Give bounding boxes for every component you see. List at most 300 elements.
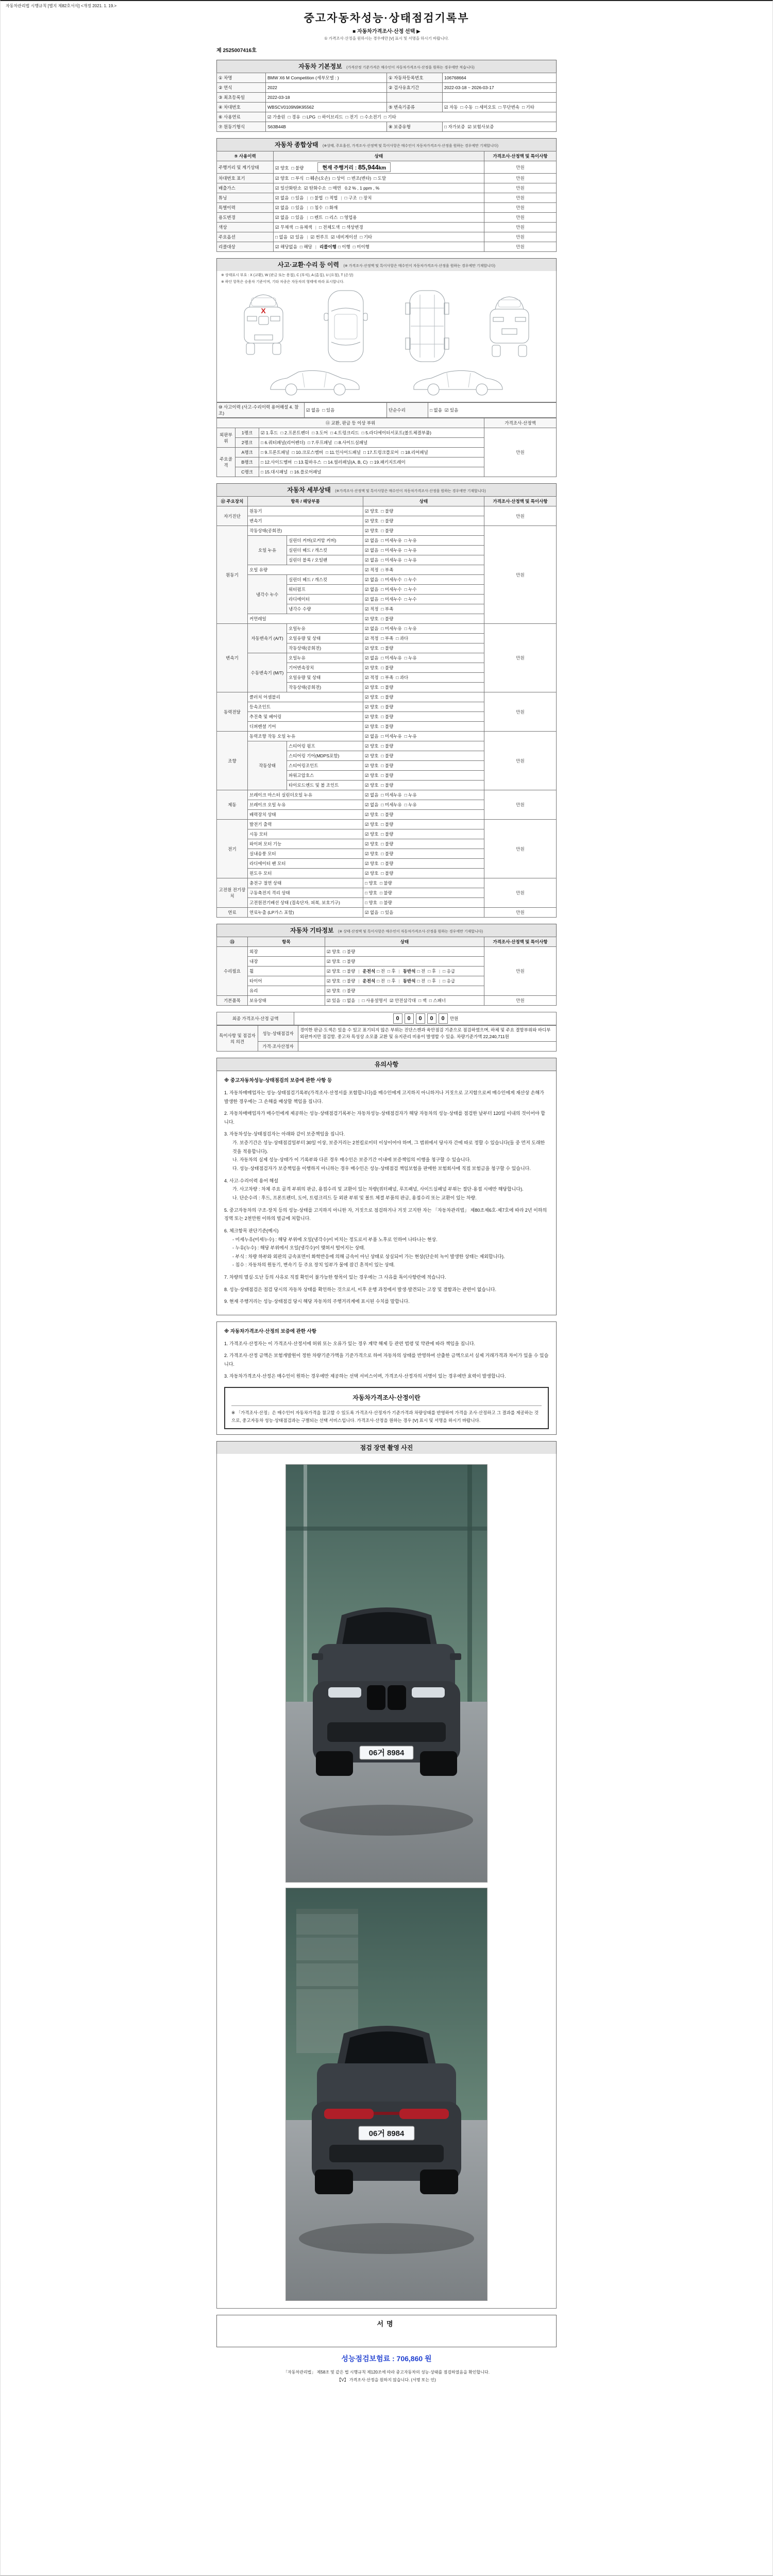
- checkbox-option[interactable]: □ 과다: [396, 635, 409, 641]
- panel-rank-table: [216, 418, 557, 477]
- notice-item-text: 4. 사고·수리이력 용어 해설: [224, 1178, 278, 1183]
- segment-divider: |: [398, 968, 400, 974]
- checkbox-option[interactable]: □ 불량: [381, 694, 394, 700]
- checkbox-option[interactable]: ☑ 1.후드: [261, 430, 278, 435]
- checkbox-option[interactable]: ☑ 없음: [365, 802, 379, 807]
- usage-history-label: 용도변경: [217, 213, 274, 223]
- item-label: 실린더 헤드 / 개스킷: [287, 546, 363, 555]
- checkbox-option[interactable]: ☑ 있음: [327, 997, 341, 1003]
- overall-condition-table: [216, 151, 557, 252]
- checkbox-option[interactable]: □ 변조(변타): [347, 175, 372, 181]
- panel-group-label: 외판부위: [217, 428, 236, 448]
- checkbox-option[interactable]: ☑ 양호: [365, 723, 379, 729]
- checkbox-option[interactable]: □ 누유: [404, 802, 417, 807]
- checkbox-option[interactable]: □ 미세누유: [381, 802, 402, 807]
- usage-history-label: 색상: [217, 223, 274, 232]
- checkbox-option[interactable]: ☑ 양호: [275, 165, 289, 171]
- checkbox-option[interactable]: □ 불량: [381, 762, 394, 768]
- checkbox-option[interactable]: □ 3.도어: [312, 430, 328, 435]
- checkbox-option[interactable]: □ 12.사이드멤버: [261, 459, 292, 465]
- checkbox-option[interactable]: □ 불량: [381, 811, 394, 817]
- checkbox-option[interactable]: □ 불량: [343, 978, 356, 984]
- checkbox-option[interactable]: ☑ 적정: [365, 635, 379, 641]
- segment-divider: |: [307, 214, 308, 220]
- checkbox-option[interactable]: □ 매연: [328, 185, 341, 191]
- amount-digit-box: 0: [416, 1013, 425, 1024]
- segment-divider: |: [358, 968, 360, 974]
- device-row: [217, 526, 557, 536]
- checkbox-option[interactable]: □ 9.프론트패널: [261, 449, 290, 455]
- checkbox-option[interactable]: □ 응급: [443, 968, 456, 974]
- usage-history-label: 주행거리 및 계기상태: [217, 161, 274, 174]
- state-cell: [363, 751, 484, 761]
- checkbox-option[interactable]: □ 사용설명서: [362, 997, 388, 1003]
- checkbox-option[interactable]: □ 불량: [381, 841, 394, 846]
- checkbox-option[interactable]: □ 7.루프패널: [307, 439, 332, 445]
- checkbox-option[interactable]: □ 후: [387, 978, 396, 984]
- checkbox-option[interactable]: □ 전: [377, 968, 385, 974]
- item-label: 외장: [248, 947, 325, 957]
- checkbox-option[interactable]: □ 이행: [338, 244, 350, 249]
- checkbox-option[interactable]: □ 불량: [381, 508, 394, 514]
- subgroup-label: 오일 누유: [248, 536, 287, 565]
- checkbox-option[interactable]: □ 불량: [381, 665, 394, 670]
- panel-rank-row: [217, 428, 557, 438]
- checkbox-option[interactable]: □ 불량: [381, 831, 394, 837]
- section-pricing-notice: [216, 1321, 557, 1435]
- checkbox-option[interactable]: □ 2.프론트펜더: [280, 430, 310, 435]
- basic-info-row: [217, 73, 557, 83]
- checkbox-option[interactable]: □ 양호: [365, 900, 377, 905]
- checkbox-option[interactable]: □ 불량: [381, 753, 394, 758]
- notice-item: [224, 1206, 549, 1223]
- device-label: 조향: [217, 732, 248, 790]
- checkbox-option[interactable]: ☑ 양호: [365, 714, 379, 719]
- subgroup-label: 자동변속기 (A/T): [248, 624, 287, 653]
- checkbox-option[interactable]: □ 수동: [460, 104, 473, 110]
- checkbox-option[interactable]: ☑ 없음: [365, 909, 379, 915]
- checkbox-option[interactable]: □ 전체도색: [318, 224, 340, 230]
- checkbox-option[interactable]: ☑ 있음: [444, 407, 459, 413]
- checkbox-option[interactable]: ☑ 양호: [365, 665, 379, 670]
- checkbox-option[interactable]: □ 전: [417, 968, 426, 974]
- checkbox-option[interactable]: ☑ 양호: [327, 968, 341, 974]
- checkbox-option[interactable]: □ 18.리어패널: [401, 449, 428, 455]
- checkbox-option[interactable]: □ 13.휠하우스: [294, 459, 322, 465]
- fee-label: 성능점검보험료 :: [341, 2354, 395, 2363]
- item-label: 파워고압호스: [287, 771, 363, 781]
- checkbox-option[interactable]: ☑ 양호: [365, 841, 379, 846]
- pricing-items: [224, 1340, 549, 1381]
- checkbox-option[interactable]: □ 하이브리드: [318, 114, 343, 120]
- checkbox-option[interactable]: □ 불량: [381, 851, 394, 856]
- checkbox-option[interactable]: ☑ 없음: [365, 547, 379, 553]
- checkbox-option[interactable]: ☑ 양호: [327, 988, 341, 993]
- checkbox-option[interactable]: □ 불량: [381, 518, 394, 523]
- field-label: [387, 93, 443, 103]
- checkbox-option[interactable]: □ 없음: [343, 997, 356, 1003]
- checkbox-option[interactable]: □ 불법: [310, 195, 323, 200]
- price-survey-select-label[interactable]: ■ 자동차가격조사·산정 선택 ▶: [352, 29, 421, 35]
- checkbox-option[interactable]: □ 화재: [325, 205, 338, 210]
- checkbox-option[interactable]: □ 불량: [379, 890, 392, 895]
- checkbox-option[interactable]: ☑ 양호: [365, 860, 379, 866]
- notice-item: [224, 1227, 549, 1269]
- checkbox-option[interactable]: ☑ 적정: [365, 567, 379, 572]
- checkbox-option[interactable]: ☑ 가솔린: [267, 114, 285, 120]
- state-cell: [325, 976, 484, 986]
- checkbox-option[interactable]: □ 전: [417, 978, 426, 984]
- checkbox-option[interactable]: □ 해당: [299, 244, 312, 249]
- checkbox-option[interactable]: □ 과다: [396, 674, 409, 680]
- item-label: 충전구 절연 상태: [248, 878, 363, 888]
- section-title-detail: 자동차 세부상태: [287, 486, 331, 494]
- signature-box[interactable]: [216, 2315, 557, 2347]
- checkbox-option[interactable]: □ 17.트렁크플로어: [363, 449, 399, 455]
- checkbox-option[interactable]: □ 불량: [381, 645, 394, 651]
- checkbox-option[interactable]: □ 상이: [332, 175, 345, 181]
- checkbox-option[interactable]: ☑ 안전삼각대: [390, 997, 416, 1003]
- checkbox-option[interactable]: ☑ 양호: [365, 743, 379, 749]
- checkbox-option[interactable]: □ 불량: [291, 165, 304, 171]
- checkbox-option[interactable]: □ 없음: [275, 234, 288, 240]
- checkbox-option[interactable]: ☑ 없음: [365, 577, 379, 582]
- section-title-photos: 점검 장면 촬영 사진: [360, 1444, 413, 1452]
- checkbox-option[interactable]: □ 불량: [343, 958, 356, 964]
- checkbox-option[interactable]: ☑ 네비게이션: [331, 234, 358, 240]
- checkbox-option[interactable]: □ 15.대시패널: [261, 469, 288, 474]
- checkbox-option[interactable]: ☑ 없음: [365, 625, 379, 631]
- checkbox-option[interactable]: ☑ 없음: [275, 214, 289, 220]
- notice-item-text: 1. 자동차매매업자는 성능·상태점검기록부(가격조사·산정서를 포함합니다)를 매수인에게 고지하지 아니하거나 거짓으로 고지함으로써 매수인에게 재산상 손해가 발생한 경우에는 그 손해를 배상할 책임을 집니다.: [224, 1090, 544, 1104]
- checkbox-option[interactable]: ☑ 양호: [365, 821, 379, 827]
- checkbox-option[interactable]: □ 누유: [404, 547, 417, 553]
- column-header-price: 가격조사·산정액 및 특이사항: [484, 151, 557, 161]
- checkbox-option[interactable]: □ 리스: [325, 214, 338, 220]
- checkbox-option[interactable]: □ 미세누유: [381, 537, 402, 543]
- state-cell: [363, 683, 484, 692]
- document-number: [216, 46, 557, 54]
- checkbox-option[interactable]: □ 있음: [381, 909, 394, 915]
- checkbox-option[interactable]: □ 양호: [365, 890, 377, 895]
- checkbox-option[interactable]: □ 후: [428, 968, 436, 974]
- state-cell: [363, 859, 484, 869]
- state-cell: [363, 643, 484, 653]
- checkbox-option[interactable]: ☑ 없음: [306, 407, 320, 413]
- item-label: 작동상태(공회전): [248, 526, 363, 536]
- checkbox-option[interactable]: □ 기타: [522, 104, 534, 110]
- checkbox-option[interactable]: ☑ 양호: [365, 782, 379, 788]
- checkbox-option[interactable]: □ 불량: [381, 684, 394, 690]
- checkbox-option[interactable]: □ 불량: [381, 743, 394, 749]
- checkbox-option[interactable]: □ 기타: [383, 114, 396, 120]
- checkbox-option[interactable]: □ 미세누유: [381, 655, 402, 660]
- checkbox-option[interactable]: □ 불량: [381, 782, 394, 788]
- checkbox-option[interactable]: ☑ 양호: [365, 518, 379, 523]
- section-title-notice: 유의사항: [374, 1061, 399, 1069]
- subgroup-label: 작동상태: [248, 741, 287, 790]
- field-label: ② 검사유효기간: [387, 83, 443, 93]
- checkbox-option[interactable]: □ 있음: [322, 407, 335, 413]
- inspection-insurance-fee: [216, 2353, 557, 2364]
- checkbox-option[interactable]: □ 부족: [381, 635, 394, 641]
- checkbox-option[interactable]: ☑ 없음: [365, 596, 379, 602]
- checkbox-option[interactable]: □ 기타: [360, 234, 373, 240]
- rank-label: C랭크: [236, 467, 259, 477]
- legal-footer: [216, 2369, 557, 2389]
- checkbox-option[interactable]: ☑ 양호: [327, 948, 341, 954]
- checkbox-option[interactable]: □ 불량: [381, 821, 394, 827]
- checkbox-option[interactable]: ☑ 양호: [365, 762, 379, 768]
- checkbox-option[interactable]: ☑ 없음: [365, 733, 379, 739]
- notice-item-text: 5. 중고자동차의 구조·장치 등의 성능·상태를 고지하지 아니한 자, 거짓으로 점검하거나 거짓 고지한 자는 「자동차관리법」 제80조제6호·제7호에 따라 2년 이하의 징역 또는 2천만원 이하의 벌금에 처합니다.: [224, 1207, 547, 1222]
- photos-container: [216, 1454, 557, 2309]
- checkbox-option[interactable]: ☑ 없음: [275, 195, 289, 200]
- checkbox-option[interactable]: □ 미세누유: [381, 625, 402, 631]
- checkbox-option[interactable]: ☑ 있음: [290, 234, 304, 240]
- checkbox-option[interactable]: □ 부족: [381, 567, 394, 572]
- checkbox-option[interactable]: □ 불량: [381, 723, 394, 729]
- usage-history-row: [217, 213, 557, 223]
- checkbox-option[interactable]: □ 전기: [345, 114, 358, 120]
- device-row: [217, 820, 557, 829]
- checkbox-option[interactable]: □ 불량: [379, 880, 392, 886]
- price-cell: 만원: [484, 232, 557, 242]
- checkbox-option[interactable]: □ 불량: [379, 900, 392, 905]
- item-label: 실린더 헤드 / 개스킷: [287, 575, 363, 585]
- damage-mark-hood: X: [261, 307, 266, 315]
- usage-history-row: [217, 183, 557, 193]
- checkbox-option[interactable]: □ 미세누유: [381, 733, 402, 739]
- checkbox-option[interactable]: ☑ 양호: [365, 811, 379, 817]
- checkbox-option[interactable]: □ 무단변속: [498, 104, 520, 110]
- checkbox-option[interactable]: □ 11.인사이드패널: [326, 449, 361, 455]
- checkbox-option[interactable]: □ 5.라디에이터서포트(볼트체결부품): [361, 430, 431, 435]
- checkbox-option[interactable]: □ 경유: [288, 114, 300, 120]
- checkbox-option[interactable]: ☑ 무채색: [275, 224, 293, 230]
- checkbox-option[interactable]: ☑ 자동: [444, 104, 458, 110]
- checkbox-option[interactable]: □ 누유: [404, 733, 417, 739]
- device-label: 변속기: [217, 624, 248, 692]
- checkbox-option[interactable]: □ 세미오토: [475, 104, 496, 110]
- checkbox-option[interactable]: □ 불량: [381, 616, 394, 621]
- checkbox-option[interactable]: ☑ 양호: [365, 694, 379, 700]
- checkbox-option[interactable]: ☑ 양호: [365, 870, 379, 876]
- checkbox-option[interactable]: ☑ 양호: [365, 831, 379, 837]
- checkbox-option[interactable]: □ 누수: [404, 577, 417, 582]
- checkbox-option[interactable]: ☑ 양호: [365, 508, 379, 514]
- checkbox-option[interactable]: □ 미세누유: [381, 547, 402, 553]
- checkbox-option[interactable]: □ 도말: [374, 175, 386, 181]
- section-notice: [216, 1058, 557, 1315]
- notice-items: [224, 1089, 549, 1306]
- checkbox-option[interactable]: ☑ 양호: [365, 704, 379, 709]
- checkbox-option[interactable]: □ 불량: [381, 860, 394, 866]
- item-label: 변속기: [248, 516, 363, 526]
- notice-subitem: - 누유(누수) : 해당 부위에서 오일(냉각수)이 맺혀서 떨어지는 상태.: [232, 1245, 365, 1251]
- segment-divider: |: [341, 195, 342, 200]
- section-header-notice: [216, 1058, 557, 1071]
- checkbox-option[interactable]: □ 불량: [381, 528, 394, 533]
- checkbox-option[interactable]: □ 없음: [430, 407, 442, 413]
- checkbox-option[interactable]: □ 장치: [359, 195, 372, 200]
- state-cell: [363, 692, 484, 702]
- checkbox-option[interactable]: ☑ 없음: [365, 655, 379, 660]
- checkbox-option[interactable]: □ 렌트: [310, 214, 323, 220]
- fee-value: 706,860: [396, 2354, 423, 2363]
- checkbox-option[interactable]: ☑ 적정: [365, 606, 379, 612]
- checkbox-option[interactable]: ☑ 양호: [327, 958, 341, 964]
- fee-unit: 원: [425, 2354, 432, 2363]
- checkbox-option[interactable]: □ 누수: [404, 596, 417, 602]
- checkbox-option[interactable]: □ 누유: [404, 625, 417, 631]
- checkbox-option[interactable]: □ 불량: [381, 714, 394, 719]
- checkbox-option[interactable]: □ 미이행: [352, 244, 369, 249]
- checkbox-option[interactable]: □ 양호: [365, 880, 377, 886]
- checkbox-option[interactable]: □ 14.필러패널(A, B, C): [324, 459, 368, 465]
- checkbox-option[interactable]: □ 불량: [381, 772, 394, 778]
- checkbox-option[interactable]: ☑ 양호: [365, 753, 379, 758]
- checkbox-option[interactable]: □ 부식: [291, 175, 304, 181]
- column-header-item: 항목 / 해당부품: [248, 497, 363, 506]
- rank-parts: [259, 438, 484, 448]
- checkbox-option[interactable]: □ 자가보증: [444, 124, 465, 129]
- checkbox-option[interactable]: ☑ 없음: [275, 205, 289, 210]
- usage-history-state: [274, 242, 484, 252]
- checkbox-option[interactable]: ☑ 양호: [365, 528, 379, 533]
- simple-repair-options: [428, 403, 557, 418]
- checkbox-option[interactable]: □ 미세누유: [381, 557, 402, 563]
- subgroup-label: 냉각수 누수: [248, 575, 287, 614]
- usage-history-row: [217, 232, 557, 242]
- checkbox-option[interactable]: □ 누유: [404, 655, 417, 660]
- checkbox-option[interactable]: □ 불량: [343, 948, 356, 954]
- car-top-diagram: [322, 287, 369, 365]
- checkbox-option[interactable]: □ 미세누수: [381, 586, 402, 592]
- checkbox-option[interactable]: □ 미세누수: [381, 596, 402, 602]
- checkbox-option[interactable]: □ 색상변경: [342, 224, 363, 230]
- signature-space[interactable]: [220, 2328, 553, 2344]
- checkbox-option[interactable]: ☑ 양호: [365, 851, 379, 856]
- checkbox-option[interactable]: ☑ 적정: [365, 674, 379, 680]
- basic-info-row: [217, 83, 557, 93]
- pricing-definition-text: ※ 「가격조사·산정」은 매수인이 자동차가격을 참고할 수 있도록 가격조사·산정자가 기준가격과 차량상태를 반영하여 가격을 조사·산정하고 그 결과를 제공하는 것으로, 중고자동차 성능·상태점검과는 구별되는 선택 서비스입니다. 가격조사·산정을 원하는 경우 [V] 표시 및 서명을 하시기 바랍니다.: [231, 1410, 539, 1423]
- checkbox-option[interactable]: □ 응급: [443, 978, 456, 984]
- state-cell: [325, 986, 484, 996]
- item-label: 라디에이터: [287, 595, 363, 604]
- checkbox-option[interactable]: ☑ 양호: [365, 645, 379, 651]
- option-group-title: 운전석: [362, 968, 376, 974]
- checkbox-option[interactable]: ☑ 일산화탄소: [275, 185, 302, 191]
- checkbox-option[interactable]: ☑ 양호: [275, 175, 289, 181]
- pricing-item: 3. 자동차가격조사·산정은 매수인이 원하는 경우에만 제공하는 선택 서비스이며, 가격조사·산정자의 서명이 있는 경우에만 효력이 발생합니다.: [224, 1374, 506, 1379]
- checkbox-option[interactable]: □ 부족: [381, 606, 394, 612]
- checkbox-option[interactable]: ☑ 탄화수소: [304, 185, 326, 191]
- checkbox-option[interactable]: □ 누수: [404, 586, 417, 592]
- checkbox-option[interactable]: □ 전: [377, 978, 385, 984]
- checkbox-option[interactable]: ☑ 양호: [365, 616, 379, 621]
- state-cell: [363, 614, 484, 624]
- checkbox-option[interactable]: □ 후: [428, 978, 436, 984]
- checkbox-option[interactable]: □ 있음: [291, 205, 304, 210]
- notice-subitem: - 침수 : 자동차의 원동기, 변속기 등 주요 장치 일부가 물에 잠긴 흔적이 있는 상태.: [232, 1262, 395, 1268]
- state-cell: [363, 516, 484, 526]
- checkbox-option[interactable]: □ 수소전기: [360, 114, 381, 120]
- checkbox-option[interactable]: □ 침수: [310, 205, 323, 210]
- checkbox-option[interactable]: □ 구조: [344, 195, 357, 200]
- usage-history-label: 특별이력: [217, 203, 274, 213]
- checkbox-option[interactable]: □ 4.트렁크리드: [330, 430, 359, 435]
- checkbox-option[interactable]: □ 불량: [343, 988, 356, 993]
- checkbox-option[interactable]: □ 있음: [291, 195, 304, 200]
- checkbox-option[interactable]: ☑ 보험사보증: [467, 124, 494, 129]
- checkbox-option[interactable]: □ 미세누수: [381, 577, 402, 582]
- item-label: 내장: [248, 957, 325, 967]
- checkbox-option[interactable]: □ 있음: [291, 214, 304, 220]
- checkbox-option[interactable]: □ 스패너: [429, 997, 446, 1003]
- item-label: 실린더 커버(로커암 커버): [287, 536, 363, 546]
- checkbox-option[interactable]: ☑ 해당없음: [275, 244, 297, 249]
- panel-group-label: 주요골격: [217, 448, 236, 477]
- legal-footer-line-2: 【V】 가격조사·산정을 원하지 않습니다. (서명 또는 인): [337, 2377, 436, 2382]
- price-cell: 만원: [484, 692, 557, 732]
- checkbox-option[interactable]: □ 누유: [404, 537, 417, 543]
- checkbox-option[interactable]: □ 영업용: [340, 214, 357, 220]
- car-front-diagram: [239, 287, 288, 365]
- checkbox-option[interactable]: □ 불량: [343, 968, 356, 974]
- checkbox-option[interactable]: ☑ 양호: [327, 978, 341, 984]
- inspector-opinion-text: 경미한 판금·도색은 있을 수 있고 표기되지 않은 부위는 진단스캔과 육안점검 기준으로 점검하였으며, 하체 및 주요 결함부위와 바디부 외판까지만 점검함. 중고차 특성상 소모품 교환 및 유지관리 비용이 발생할 수 있음. 차량기준가액 22,240,711원: [298, 1026, 557, 1042]
- checkbox-option[interactable]: □ 유채색: [295, 224, 312, 230]
- checkbox-option[interactable]: □ 19.패키지트레이: [370, 459, 406, 465]
- checkbox-option[interactable]: ☑ 없음: [365, 537, 379, 543]
- checkbox-option[interactable]: ☑ 양호: [365, 684, 379, 690]
- checkbox-option[interactable]: ☑ 없음: [365, 792, 379, 798]
- checkbox-option[interactable]: □ LPG: [303, 114, 316, 120]
- checkbox-option[interactable]: □ 불량: [381, 870, 394, 876]
- state-cell: [363, 722, 484, 732]
- checkbox-option[interactable]: □ 미세누유: [381, 792, 402, 798]
- state-cell: [325, 947, 484, 957]
- checkbox-option[interactable]: □ 훼손(오손): [306, 175, 330, 181]
- pricing-subtitle: ※ 자동차가격조사·산정의 보증에 관한 사항: [224, 1329, 316, 1334]
- checkbox-option[interactable]: □ 적법: [325, 195, 338, 200]
- checkbox-option[interactable]: ☑ 없음: [365, 586, 379, 592]
- section-final-price: [216, 1012, 557, 1052]
- checkbox-option[interactable]: □ 후: [387, 968, 396, 974]
- checkbox-option[interactable]: □ 누유: [404, 792, 417, 798]
- price-cell: 만원: [484, 947, 557, 996]
- checkbox-option[interactable]: □ 잭: [418, 997, 427, 1003]
- section-note-detail: (※가격조사·산정액 및 특이사항은 매수인이 자동차가격조사·산정을 원하는 경우에만 기재합니다): [335, 489, 486, 493]
- amount-digit-box: 0: [405, 1013, 414, 1024]
- checkbox-option[interactable]: □ 8.사이드실패널: [334, 439, 368, 445]
- column-header-device: ⑫ 주요장치: [217, 497, 248, 506]
- checkbox-option[interactable]: □ 16.플로어패널: [290, 469, 322, 474]
- checkbox-option[interactable]: ☑ 양호: [365, 772, 379, 778]
- checkbox-option[interactable]: □ 6.쿼터패널(리어펜더): [261, 439, 305, 445]
- checkbox-option[interactable]: □ 10.크로스멤버: [292, 449, 324, 455]
- checkbox-option[interactable]: ☑ 없음: [365, 557, 379, 563]
- device-label: 동력전달: [217, 692, 248, 732]
- checkbox-option[interactable]: □ 불량: [381, 704, 394, 709]
- checkbox-option[interactable]: □ 부족: [381, 674, 394, 680]
- checkbox-option[interactable]: ☑ 썬루프: [310, 234, 329, 240]
- checkbox-option[interactable]: □ 누유: [404, 557, 417, 563]
- car-damage-diagram-panel: [216, 271, 557, 402]
- item-label: 타이로드엔드 및 볼 조인트: [287, 781, 363, 790]
- state-cell: [363, 908, 484, 918]
